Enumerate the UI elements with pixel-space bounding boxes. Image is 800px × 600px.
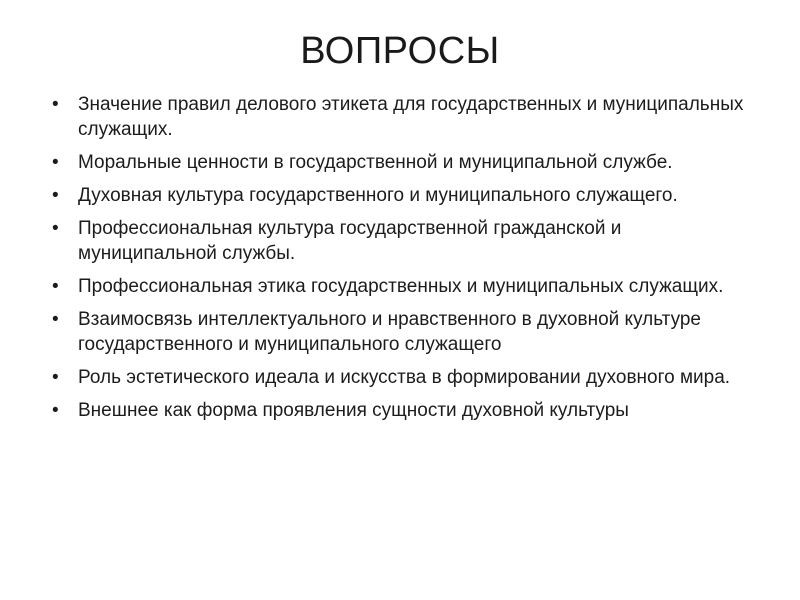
bullet-text: Взаимосвязь интеллектуального и нравственного в духовной культуре государственного и муниципального служащего bbox=[78, 309, 701, 355]
bullet-item bbox=[44, 150, 744, 175]
bullet-text: Духовная культура государственного и муниципального служащего. bbox=[78, 185, 678, 206]
bullet-marker: • bbox=[52, 400, 59, 421]
slide-title: ВОПРОСЫ bbox=[300, 30, 500, 72]
bullet-marker: • bbox=[52, 218, 59, 239]
bullet-item bbox=[44, 216, 744, 266]
bullet-item bbox=[44, 274, 744, 299]
bullet-text: Роль эстетического идеала и искусства в формировании духовного мира. bbox=[78, 367, 731, 388]
bullet-marker: • bbox=[52, 152, 59, 173]
bullet-item bbox=[44, 183, 744, 208]
bullet-text: Профессиональная этика государственных и муниципальных служащих. bbox=[78, 276, 724, 297]
bullet-item bbox=[44, 398, 744, 423]
bullet-item bbox=[44, 365, 744, 390]
bullet-text: Профессиональная культура государственной гражданской и муниципальной службы. bbox=[78, 218, 622, 264]
bullet-marker: • bbox=[52, 94, 59, 115]
bullet-text: Моральные ценности в государственной и муниципальной службе. bbox=[78, 152, 673, 173]
bullet-text: Значение правил делового этикета для государственных и муниципальных служащих. bbox=[78, 94, 744, 140]
bullet-item bbox=[44, 307, 744, 357]
bullet-marker: • bbox=[52, 309, 59, 330]
bullet-marker: • bbox=[52, 367, 59, 388]
bullet-marker: • bbox=[52, 276, 59, 297]
bullet-text: Внешнее как форма проявления сущности духовной культуры bbox=[78, 400, 629, 421]
bullet-list bbox=[44, 92, 744, 431]
bullet-item bbox=[44, 92, 744, 142]
bullet-marker: • bbox=[52, 185, 59, 206]
